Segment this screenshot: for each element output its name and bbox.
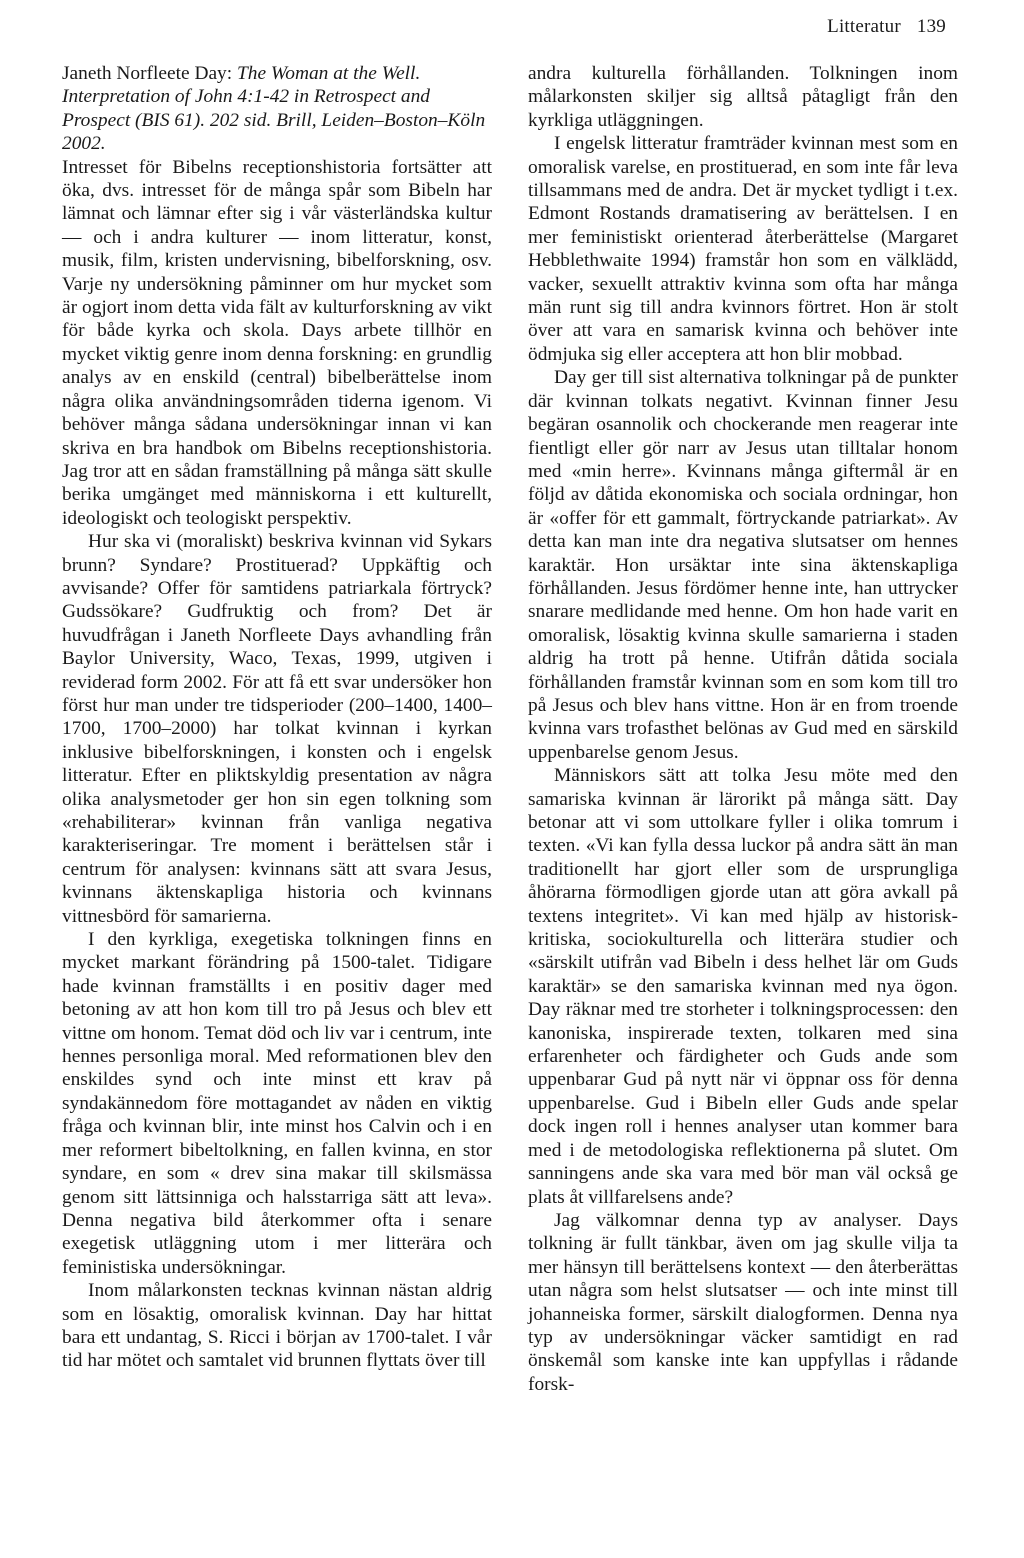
page-number: 139 bbox=[916, 16, 946, 37]
paragraph: Hur ska vi (moraliskt) beskriva kvinnan vid Sykars brunn? Syndare? Prostituerad? Uppkäftig och avvisande? Offer för samtidens patriarkala förtryck? Gudssökare? Gudfruktig och from? Det är huvudfrågan i Janeth Norfleete Days avhandling från Baylor University, Waco, Texas, 1999, utgiven i reviderad form 2002. För att få ett svar undersöker hon först hur man under tre tidsperioder (200–1400, 1400–1700, 1700–2000) har tolkat kvinnan i kyrkan inklusive bibelforskningen, i konsten och i engelsk litteratur. Efter en pliktskyldig presentation av några olika analysmetoder ger hon sin egen tolkning som «rehabiliterar» kvinnan från vanliga negativa karakteriseringar. Tre moment i berättelsen står i centrum för analysen: kvinnans sätt att svara Jesus, kvinnans äktenskapliga historia och kvinnans vittnesbörd för samarierna. bbox=[62, 531, 492, 927]
section-title: Litteratur bbox=[827, 16, 901, 37]
paragraph: I engelsk litteratur framträder kvinnan mest som en omoralisk varelse, en prostituerad, en som inte får leva tillsammans med de andra. Det är mycket tydligt i t.ex. Edmont Rostands dramatisering av berättelsen. I en mer feministiskt orienterad återberättelse (Margaret Hebblethwaite 1994) framstår hon som en välklädd, vacker, sexuellt attraktiv kvinna som ofta har många män runt sig till andra kvinnors förtret. Hon är stolt över att vara en samarisk kvinna och behöver inte ödmjuka sig eller acceptera att hon blir mobbad. bbox=[528, 133, 958, 365]
paragraph: Day ger till sist alternativa tolkningar på de punkter där kvinnan tolkats negativt. Kvinnan finner Jesu begäran osannolik och chockerande men reagerar inte fientligt eller gör narr av Jesus utan tilltalar honom med «min herre». Kvinnans många giftermål är en följd av dåtida ekonomiska och sociala ordningar, hon är «offer för ett gammalt, förtryckande patriarkat». Av detta kan man inte dra negativa slutsatser om hennes karaktär. Hon ursäktar inte sina äktenskapliga förhållanden. Jesus fördömer henne inte, han uttrycker snarare medlidande med henne. Om hon hade varit en omoralisk, lösaktig kvinna skulle samarierna i staden aldrig ha trott på henne. Utifrån dåtida sociala förhållanden framstår kvinnan som en som kom till tro på Jesus och blev hans vittne. Hon är en from troende kvinna vars trofasthet belönas av Gud med en särskild uppenbarelse genom Jesus. bbox=[528, 367, 958, 763]
review-author: Janeth Norfleete Day: bbox=[62, 63, 237, 84]
paragraph: Människors sätt att tolka Jesu möte med den samariska kvinnan är lärorikt på många sätt. Day betonar att vi som uttolkare fyller i olika tomrum i texten. «Vi kan fylla dessa luckor på andra sätt än man traditionellt har gjort eller som de ursprungliga åhörarna förmodligen gjorde utan att göra avkall på textens integritet». Vi kan med hjälp av historisk-kritiska, sociokulturella och litterära studier och «särskilt utifrån vad Bibeln i dess helhet lär om Guds karaktär» se den samariska kvinnan med nya ögon. Day räknar med tre storheter i tolkningsprocessen: den kanoniska, inspirerade texten, tolkaren med sina erfarenheter och färdigheter och Guds ande som uppenbarar Gud på nytt när vi öppnar oss för denna uppenbarelse. Gud i Bibeln eller Guds ande spelar dock ingen roll i hennes analyser utan kommer bara med i de metodologiska reflektionerna på slutet. Om sanningens ande ska vara med bör man väl också ge plats åt villfarelsens ande? bbox=[528, 765, 958, 1208]
paragraph: Inom målarkonsten tecknas kvinnan nästan aldrig som en lösaktig, omoralisk kvinnan. Day har hittat bara ett undantag, S. Ricci i början av 1700-talet. I vår tid har mötet och samtalet vid brunnen flyttats över till bbox=[62, 1280, 492, 1372]
paragraph: I den kyrkliga, exegetiska tolkningen finns en mycket markant förändring på 1500-talet. Tidigare hade kvinnan framställts i en positiv dager med betoning av att hon kom till tro på Jesus och blev ett vittne om honom. Temat död och liv var i centrum, inte hennes personliga moral. Med reformationen blev den enskildes synd och inte minst ett krav på syndakännedom före mottagandet av nåden en viktig fråga och kvinnan blir, inte minst hos Calvin och i en mer reformert bibeltolkning, en fallen kvinna, en stor syndare, en som « drev sina makar till skilsmässa genom sitt lättsinniga och halsstarriga sätt att leva». Denna negativa bild återkommer ofta i senare exegetisk utläggning utom i mer litterära och feministiska undersökningar. bbox=[62, 929, 492, 1278]
left-column bbox=[62, 62, 492, 1373]
running-header bbox=[827, 16, 946, 38]
review-heading bbox=[62, 62, 492, 156]
right-column bbox=[528, 62, 958, 1396]
paragraph: Jag välkomnar denna typ av analyser. Days tolkning är fullt tänkbar, även om jag skulle vilja ta mer hänsyn till berättelsens kontext — den återberättas utan några som helst slutsatser — och inte minst till johanneiska former, särskilt dialogformen. Denna nya typ av undersökningar väcker samtidigt en rad önskemål som kanske inte kan uppfyllas i rådande forsk- bbox=[528, 1209, 958, 1395]
review-book-title: The Woman at the Well. Interpretation of John 4:1-42 in Retrospect and Prospect (BIS 61). 202 sid. Brill, Leiden–Boston–Köln 2002. bbox=[62, 63, 486, 155]
paragraph: andra kulturella förhållanden. Tolkningen inom målarkonsten skiljer sig alltså påtagligt från den kyrkliga utläggningen. bbox=[528, 63, 958, 131]
paragraph: Intresset för Bibelns receptionshistoria fortsätter att öka, dvs. intresset för de många spår som Bibeln har lämnat och lämnar efter sig i vår västerländska kultur — och i andra kulturer — inom litteratur, konst, musik, film, kristen undervisning, bibelforskning, osv. Varje ny undersökning påminner om hur mycket som är ogjort inom detta vida fält av kulturforskning av vikt för både kyrka och skola. Days arbete tillhör en mycket viktig genre inom denna forskning: en grundlig analys av en enskild (central) bibelberättelse inom några olika användningsområden tiderna igenom. Vi behöver många sådana undersökningar innan vi kan skriva en bra handbok om Bibelns receptionshistoria. Jag tror att en sådan framställning på många sätt skulle berika umgänget med människorna i ett kulturellt, ideologiskt och teologiskt perspektiv. bbox=[62, 156, 492, 529]
